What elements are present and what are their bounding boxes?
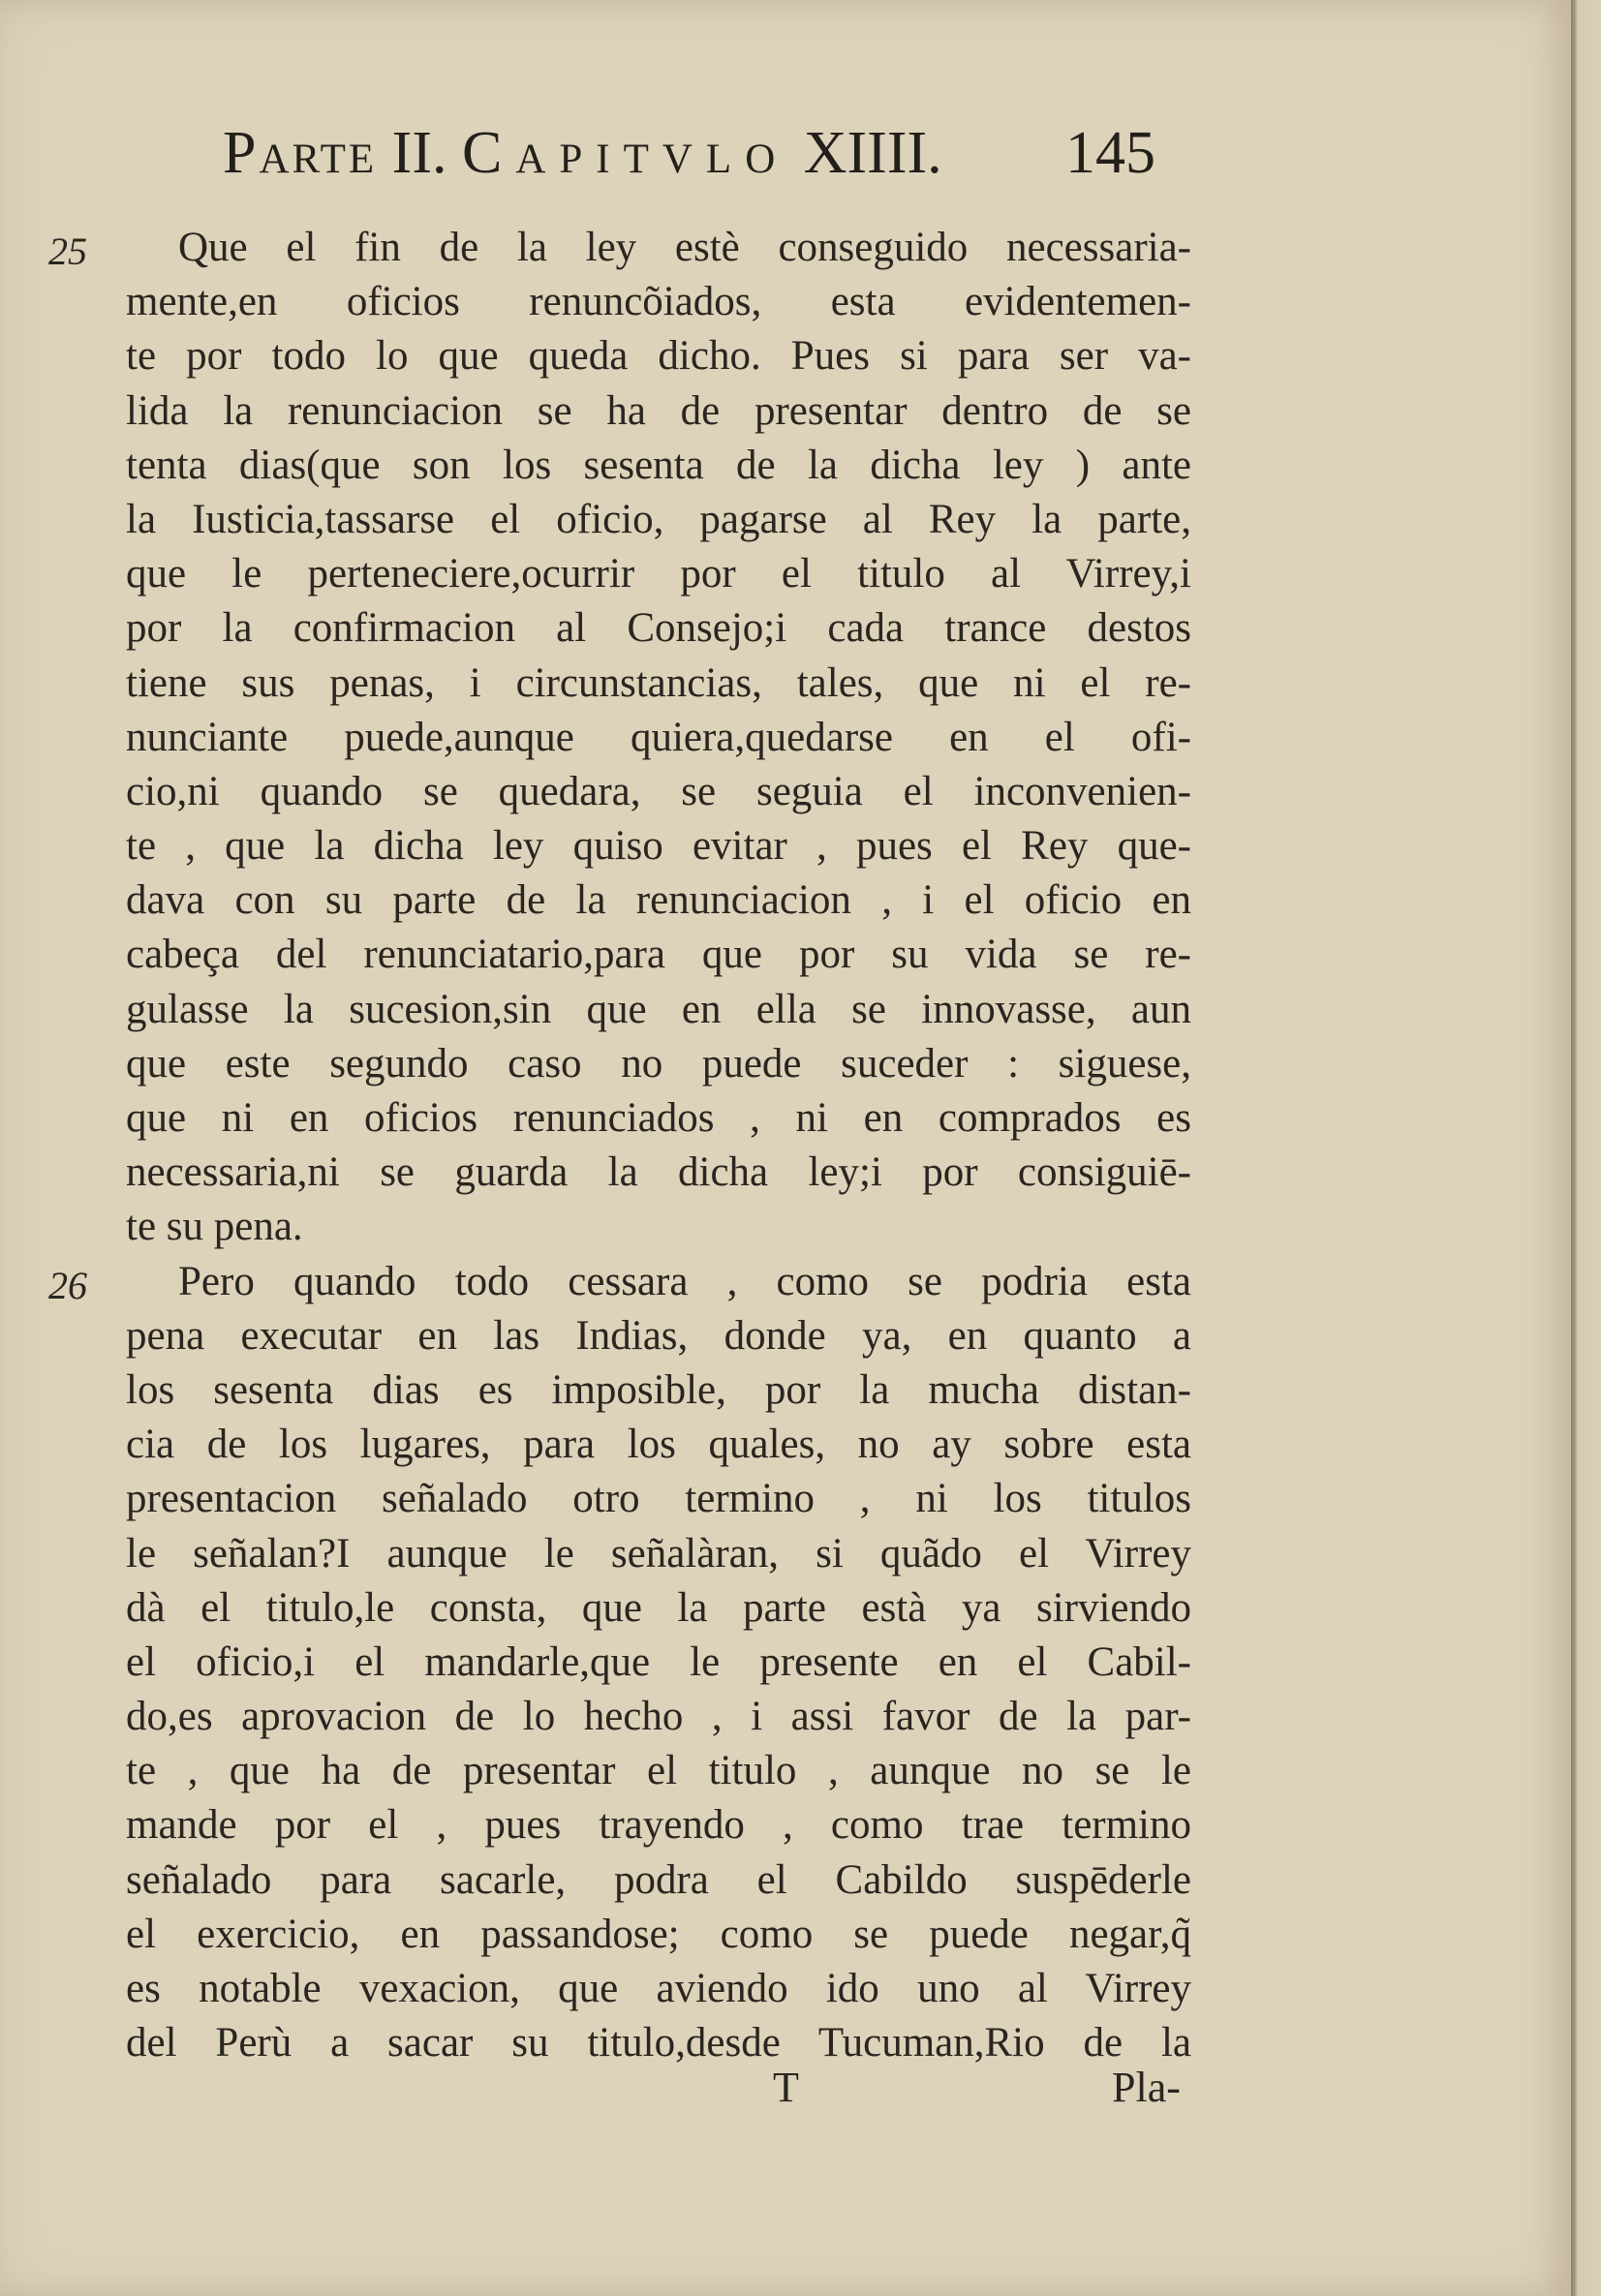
signature-mark: T	[773, 2064, 799, 2111]
header-part: Parte	[223, 120, 378, 186]
text-line: te , que la dicha ley quiso evitar , pues el Rey que-	[126, 823, 1191, 870]
paragraph	[126, 221, 1191, 1255]
text-line: cabeça del renunciatario,para que por su vida se re-	[126, 932, 1191, 978]
text-line: mente,en oficios renuncõiados, esta evidentemen-	[126, 279, 1191, 325]
folio-number: 145	[1065, 120, 1155, 186]
text-line: que este segundo caso no puede suceder : siguese,	[126, 1040, 1191, 1087]
header-part-number: II.	[391, 120, 447, 186]
text-line: es notable vexacion, que aviendo ido uno al Virrey	[126, 1966, 1191, 2011]
text-line: te por todo lo que queda dicho. Pues si para ser va-	[126, 333, 1191, 380]
text-line: nunciante puede,aunque quiera,quedarse en el ofi-	[126, 714, 1191, 760]
page-edge	[1571, 0, 1601, 2296]
text-line: Que el fin de la ley estè conseguido necessaria-	[178, 225, 1191, 270]
text-line: cio,ni quando se quedara, se seguia el inconvenien-	[126, 768, 1191, 814]
text-line: mande por el , pues trayendo , como trae termino	[126, 1802, 1191, 1849]
text-line: los sesenta dias es imposible, por la mucha distan-	[126, 1366, 1191, 1413]
text-line: dava con su parte de la renunciacion , i el oficio en	[126, 877, 1191, 924]
text-line: te su pena.	[126, 1204, 303, 1250]
text-line: pena executar en las Indias, donde ya, en quanto a	[126, 1312, 1191, 1359]
text-line: te , que ha de presentar el titulo , aunque no se le	[126, 1748, 1191, 1794]
margin-number: 26	[48, 1264, 87, 1307]
text-line: gulasse la sucesion,sin que en ella se innovasse, aun	[126, 986, 1191, 1032]
text-line: necessaria,ni se guarda la dicha ley;i por consiguiē-	[126, 1149, 1191, 1196]
paragraph	[126, 1255, 1191, 2071]
running-header	[223, 114, 1191, 192]
text-line: por la confirmacion al Consejo;i cada trance destos	[126, 605, 1191, 652]
catchword: Pla-	[1112, 2064, 1181, 2111]
text-line: el exercicio, en passandose; como se puede negar,q̃	[126, 1911, 1191, 1957]
text-line: dà el titulo,le consta, que la parte està ya sirviendo	[126, 1584, 1191, 1631]
text-line: señalado para sacarle, podra el Cabildo suspēderle	[126, 1856, 1191, 1903]
text-line: del Perù a sacar su titulo,desde Tucuman,Rio de la	[126, 2020, 1191, 2066]
text-line: lida la renunciacion se ha de presentar dentro de se	[126, 387, 1191, 434]
header-chapter: Capitvlo	[461, 120, 789, 186]
header-chapter-number: XIIII.	[803, 120, 942, 186]
text-line: Pero quando todo cessara , como se podria esta	[178, 1258, 1191, 1304]
text-line: tenta dias(que son los sesenta de la dicha ley ) ante	[126, 442, 1191, 488]
text-line: que le perteneciere,ocurrir por el titulo al Virrey,i	[126, 551, 1191, 597]
text-line: cia de los lugares, para los quales, no ay sobre esta	[126, 1422, 1191, 1468]
text-line: tiene sus penas, i circunstancias, tales, que ni el re-	[126, 659, 1191, 706]
text-line: do,es aprovacion de lo hecho , i assi favor de la par-	[126, 1694, 1191, 1740]
text-line: le señalan?I aunque le señalàran, si quãdo el Virrey	[126, 1530, 1191, 1577]
text-line: que ni en oficios renunciados , ni en comprados es	[126, 1095, 1191, 1141]
text-line: la Iusticia,tassarse el oficio, pagarse al Rey la parte,	[126, 496, 1191, 542]
margin-number: 25	[48, 230, 87, 273]
text-line: el oficio,i el mandarle,que le presente en el Cabil-	[126, 1638, 1191, 1685]
text-line: presentacion señalado otro termino , ni los titulos	[126, 1476, 1191, 1522]
body-text	[126, 221, 1191, 2070]
